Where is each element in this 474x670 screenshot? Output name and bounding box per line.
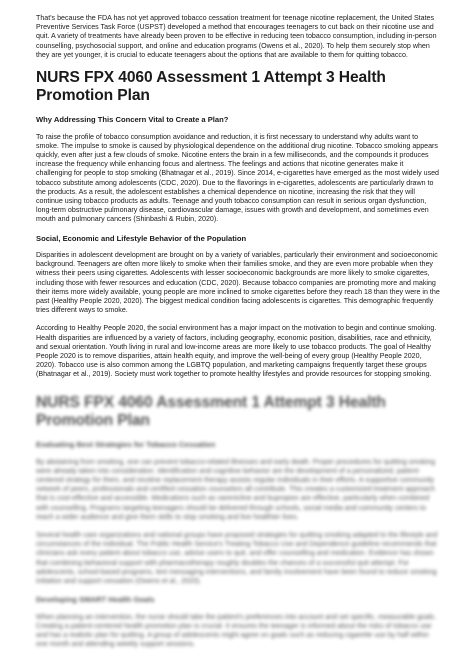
intro-paragraph: That's because the FDA has not yet approved tobacco cessation treatment for teenage nicotine replacement, the United States Preventive Services Task Force (USPST) developed a method that encourages teenagers to cut back on their nicotine use and quit. A variety of treatments have already been proven to be effective in reducing teen tobacco consumption, including in-person counselling, psychosocial support, and online and education programs (Owens et al., 2020). To help them securely stop when they are yet younger, it is crucial to educate teenagers about the options that are available to them for quitting tobacco. (36, 14, 437, 59)
document-content (36, 14, 440, 389)
section-heading-social-economic: Social, Economic and Lifestyle Behavior of the Population (36, 233, 247, 243)
blurred-title: NURS FPX 4060 Assessment 1 Attempt 3 Health Promotion Plan (36, 394, 386, 429)
blurred-paragraph-1: By abstaining from smoking, one can prevent tobacco-related illnesses and early death. Proper procedures for quitting smoking were already taken into consideration. Identification and cognitive behavior are the development of a personalized, patient-centered strategy for them, and nicotine replacement therapy assists regular individuals in their efforts. A supportive community network of peers, professionals and certified cessation counselors all contribute. This creates a customized treatment approach that is cost-effective and accessible. Medications such as varenicline and bupropion are effective, particularly when combined with counselling. Programs targeting teenagers should be delivered through schools, social media and community centers to reach a wider audience and give them skills to stop smoking and live healthier lives. (36, 457, 436, 521)
blurred-heading-smart-goals: Developing SMART Health Goals (36, 595, 155, 605)
blurred-paragraph-2: Several health care organizations and national groups have proposed strategies for quitting smoking adapted to the lifestyle and circumstances of the individual. The Public Health Service's Treating Tobacco Use and Dependence guideline recommends that clinicians ask every patient about tobacco use, advise users to quit, and offer counselling and medication. Evidence has shown that combining behavioral support with pharmacotherapy roughly doubles the chances of a successful quit attempt. For adolescents, school-based programs, text messaging interventions, and family involvement have been found to reduce smoking initiation and support cessation (Owens et al., 2020). (36, 530, 438, 585)
document-title: NURS FPX 4060 Assessment 1 Attempt 3 Health Promotion Plan (36, 69, 386, 105)
blurred-heading-strategies: Evaluating Best Strategies for Tobacco Cessation (36, 440, 216, 449)
section-paragraph-social-economic-2: According to Healthy People 2020, the social environment has a major impact on the motivation to begin and continue smoking. Health disparities are influenced by a variety of factors, including geography, economic position, disabilities, race and ethnicity, and sexual orientation. Youth living in rural and low-income areas are more likely to use tobacco products. The goal of Healthy People 2020 is to remove disparities, attain health equity, and improve the well-being of every group (Healthy People 2020, 2020). Tobacco use is also common among the LGBTQ population, and marketing campaigns frequently target these groups (Bhatnagar et al., 2019). Society must work together to promote healthy lifestyles and provide resources for stopping smoking. (36, 324, 437, 379)
section-paragraph-why-vital: To raise the profile of tobacco consumption avoidance and reduction, it is first necessary to understand why adults want to smoke. The impulse to smoke is caused by physiological dependence on the additional drug nicotine. Tobacco smoking appears quickly, even after just a few clouds of smoke. Nicotine enters the brain in a few milliseconds, and the compounds it produces increase the frequency while enhancing focus and alertness. The feelings and actions that nicotine generates make it challenging for people to stop smoking (Bhatnagar et al., 2019). Since 2014, e-cigarettes have emerged as the most widely used tobacco substitute among adolescents (CDC, 2020). Due to the flavorings in e-cigarettes, adolescents are particularly drawn to the products. As a result, the adolescent establishes a chemical dependence on nicotine, increasing the risk that they will continue using tobacco products as adults. Teenage and youth tobacco consumption can result in serious organ dysfunction, long-term obstructive pulmonary disease, cardiovascular damage, issues with growth and development, and sometimes even mouth and pulmonary cancers (Shinbashi & Rubin, 2020). (36, 132, 440, 224)
blurred-paragraph-3: When planning an intervention, the nurse should take the patient's preferences into account and set specific, measurable goals. Creating a patient-centered health promotion plan is crucial. It ensures the teenager is informed about the risks of tobacco use and has a realistic plan for quitting. A group of adolescents might agree on goals such as reducing cigarette use by half within one month and attending weekly support sessions. (36, 612, 437, 649)
blurred-content (36, 388, 440, 658)
section-paragraph-social-economic-1: Disparities in adolescent development are brought on by a variety of variables, particularly their environment and socioeconomic background. Teenagers are often more likely to smoke when their families smoke, and they are even more probable when they witness their peers using cigarettes. Adolescents with lesser socioeconomic backgrounds are more likely to smoke cigarettes, including those with fewer resources and education (CDC, 2020). Because tobacco companies are promoting more and making their items more widely available, young people are more inclined to smoke cigarettes before they reach 18 than they were in the past (Healthy People 2020, 2020). The biggest medical condition facing adolescents is cigarettes. This demographic frequently tries different ways to smoke. (36, 251, 440, 315)
section-heading-why-vital: Why Addressing This Concern Vital to Create a Plan? (36, 115, 229, 125)
